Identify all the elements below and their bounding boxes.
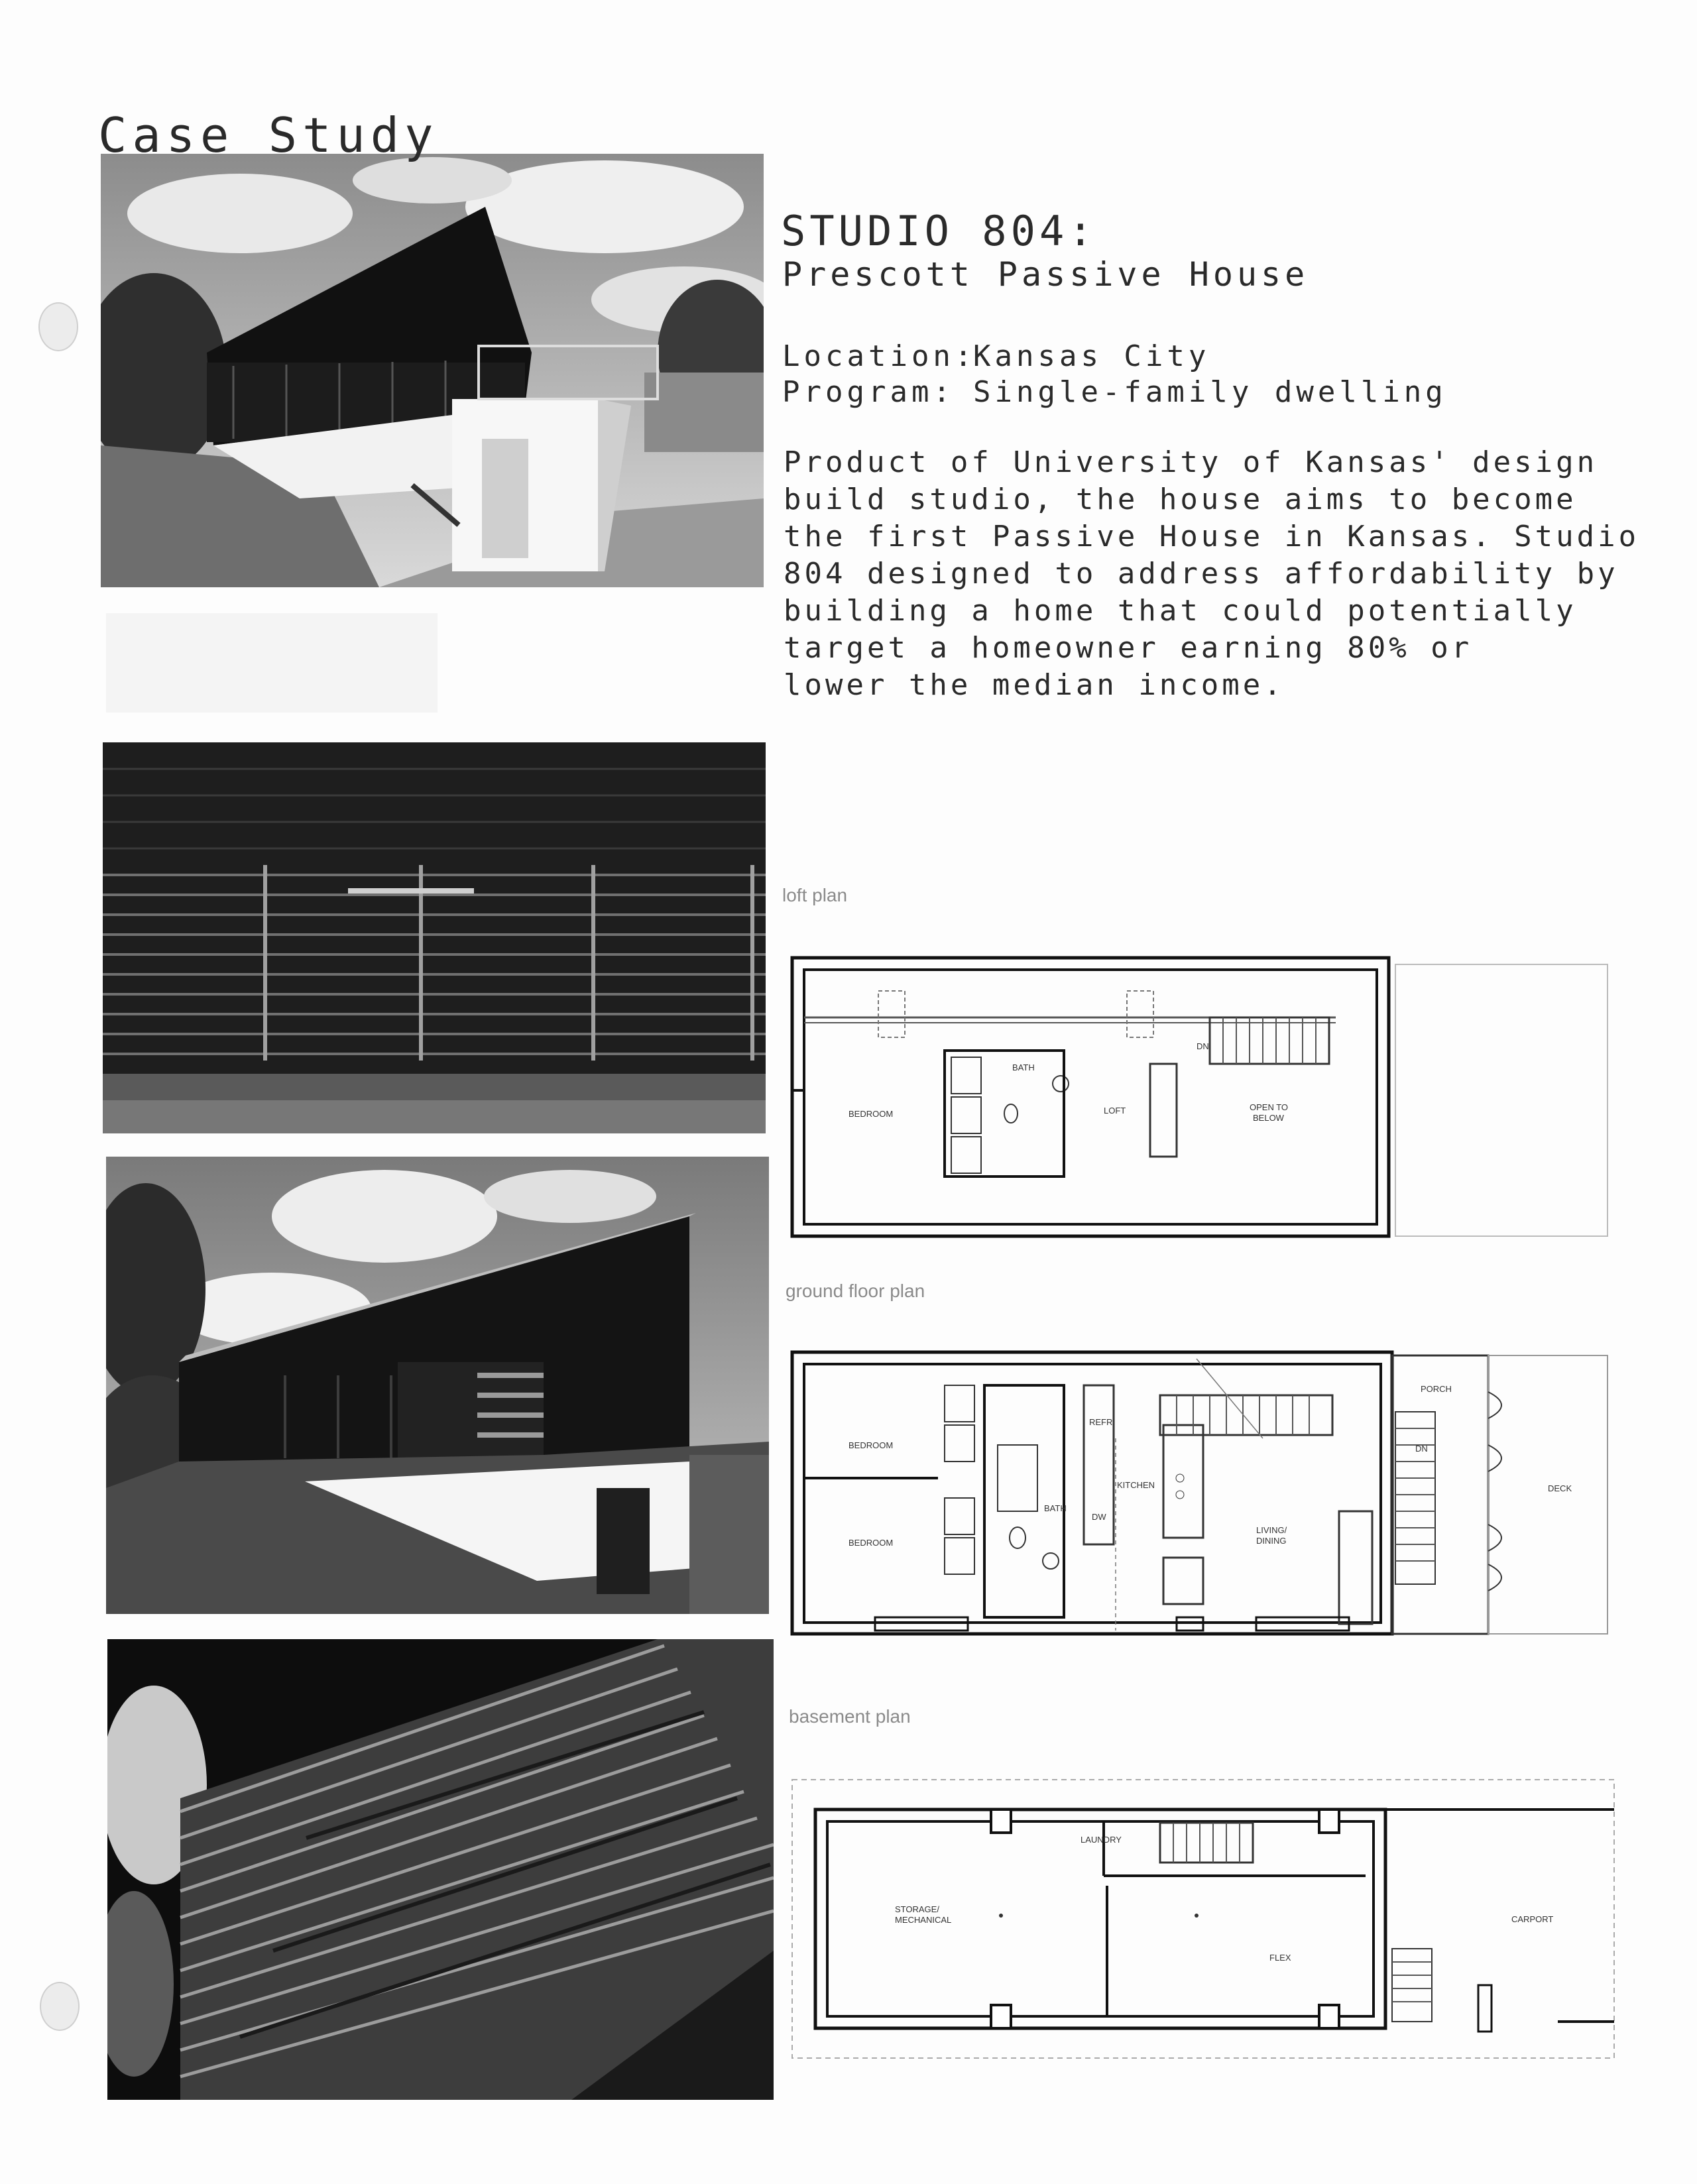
description-line: Product of University of Kansas' design	[784, 445, 1598, 479]
loft-loft-label: LOFT	[1104, 1106, 1126, 1116]
loft-open-label-2: BELOW	[1253, 1113, 1284, 1123]
basement-laundry-label: LAUNDRY	[1081, 1835, 1122, 1845]
ground-bedroom-2-label: BEDROOM	[848, 1538, 894, 1548]
exterior-view-photo	[101, 154, 764, 587]
loft-open-label-1: OPEN TO	[1250, 1102, 1289, 1112]
ground-bedroom-1-label: BEDROOM	[848, 1440, 894, 1450]
punch-hole-top	[38, 302, 78, 351]
ground-deck-label: DECK	[1548, 1483, 1572, 1493]
loft-bath-label: BATH	[1012, 1063, 1035, 1072]
loft-plan-label: loft plan	[782, 885, 848, 905]
ground-living-label-2: DINING	[1256, 1536, 1287, 1546]
location-value: Kansas City	[973, 339, 1210, 373]
case-study-heading: Case Study	[98, 107, 439, 163]
basement-plan-drawing	[789, 1776, 1617, 2061]
loft-bedroom-label: BEDROOM	[848, 1109, 894, 1119]
description-line: building a home that could potentially	[784, 594, 1577, 628]
ground-living-label-1: LIVING/	[1256, 1525, 1287, 1535]
basement-storage-label-2: MECHANICAL	[895, 1915, 952, 1925]
ground-porch-label: PORCH	[1421, 1384, 1452, 1394]
wood-siding-photo	[107, 1639, 774, 2100]
ground-refrigerator-label: REFR	[1089, 1417, 1113, 1427]
basement-flex-label: FLEX	[1269, 1953, 1291, 1963]
scan-smudge	[106, 613, 438, 713]
description-line: build studio, the house aims to become	[784, 483, 1577, 516]
loft-dn-label: DN	[1197, 1041, 1209, 1051]
basement-carport-label: CARPORT	[1511, 1914, 1554, 1924]
side-elevation-photo	[106, 1157, 769, 1614]
ground-dn-label: DN	[1415, 1444, 1428, 1454]
project-title: STUDIO 804:	[781, 207, 1097, 255]
description-line: 804 designed to address affordability by	[784, 557, 1619, 591]
description-line: lower the median income.	[784, 668, 1285, 702]
description-line: target a homeowner earning 80% or	[784, 631, 1473, 665]
project-description	[784, 444, 1639, 704]
location-label: Location:	[782, 339, 976, 373]
ground-bath-label: BATH	[1044, 1503, 1067, 1513]
program-value: Single-family dwelling	[973, 375, 1447, 409]
loft-plan-drawing	[786, 951, 1614, 1243]
louvered-facade-photo	[103, 742, 766, 1133]
ground-dishwasher-label: DW	[1092, 1512, 1106, 1522]
ground-kitchen-label: KITCHEN	[1117, 1480, 1155, 1490]
basement-storage-label-1: STORAGE/	[895, 1904, 939, 1914]
punch-hole-bottom	[40, 1982, 80, 2031]
ground-floor-plan-label: ground floor plan	[786, 1281, 925, 1301]
basement-plan-label: basement plan	[789, 1706, 911, 1727]
description-line: the first Passive House in Kansas. Studio	[784, 520, 1640, 553]
program-label: Program:	[782, 375, 955, 409]
project-subtitle: Prescott Passive House	[782, 255, 1309, 294]
ground-floor-plan-drawing	[786, 1346, 1614, 1637]
